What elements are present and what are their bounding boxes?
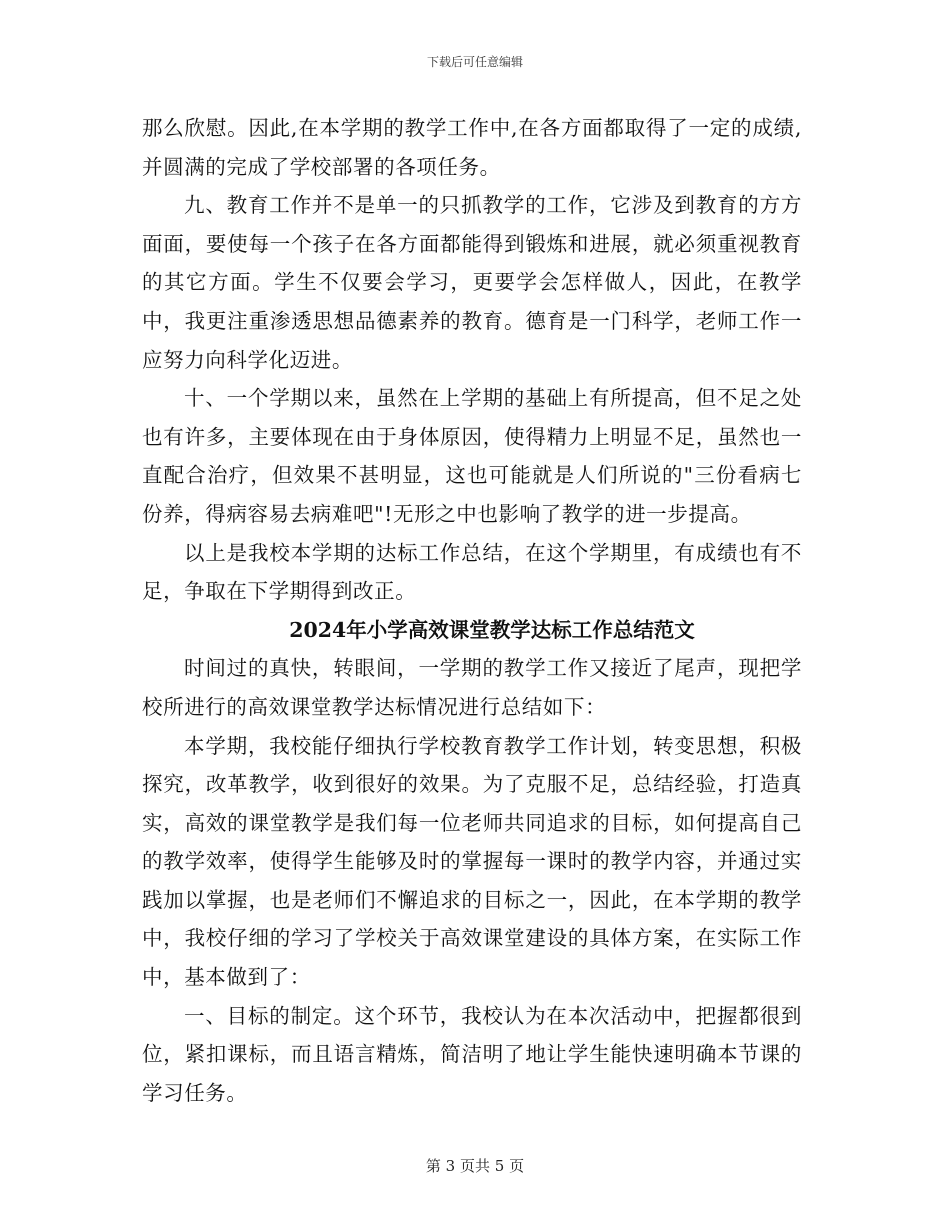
header-note: 下载后可任意编辑 [426, 55, 523, 69]
paragraph-summary: 以上是我校本学期的达标工作总结，在这个学期里，有成绩也有不足，争取在下学期得到改正。 [142, 540, 802, 604]
page-indicator: 第 3 页共 5 页 [425, 1157, 525, 1175]
paragraph-goal-setting: 一、目标的制定。这个环节，我校认为在本次活动中，把握都很到位，紧扣课标，而且语言精炼，简洁明了地让学生能快速明确本节课的学习任务。 [142, 1003, 802, 1105]
paragraph-item-ten: 十、一个学期以来，虽然在上学期的基础上有所提高，但不足之处也有许多，主要体现在由于身体原因，使得精力上明显不足，虽然也一直配合治疗，但效果不甚明显，这也可能就是人们所说的"三份看病七份养，得病容易去病难吧"!无形之中也影响了教学的进一步提高。 [142, 386, 802, 526]
paragraph-item-nine: 九、教育工作并不是单一的只抓教学的工作，它涉及到教育的方方面面，要使每一个孩子在各方面都能得到锻炼和进展，就必须重视教育的其它方面。学生不仅要会学习，更要学会怎样做人，因此，在教学中，我更注重渗透思想品德素养的教育。德育是一门科学，老师工作一应努力向科学化迈进。 [142, 193, 802, 372]
document-body [142, 109, 802, 1112]
paragraph-intro: 时间过的真快，转眼间，一学期的教学工作又接近了尾声，现把学校所进行的高效课堂教学达标情况进行总结如下： [142, 656, 802, 719]
paragraph-continuation: 那么欣慰。因此,在本学期的教学工作中,在各方面都取得了一定的成绩,并圆满的完成了学校部署的各项任务。 [142, 116, 802, 179]
section-title: 2024年小学高效课堂教学达标工作总结范文 [289, 617, 695, 642]
paragraph-semester: 本学期，我校能仔细执行学校教育教学工作计划，转变思想，积极探究，改革教学，收到很好的效果。为了克服不足，总结经验，打造真实，高效的课堂教学是我们每一位老师共同追求的目标，如何提高自己的教学效率，使得学生能够及时的掌握每一课时的教学内容，并通过实践加以掌握，也是老师们不懈追求的目标之一，因此，在本学期的教学中，我校仔细的学习了学校关于高效课堂建设的具体方案，在实际工作中，基本做到了： [142, 733, 802, 990]
